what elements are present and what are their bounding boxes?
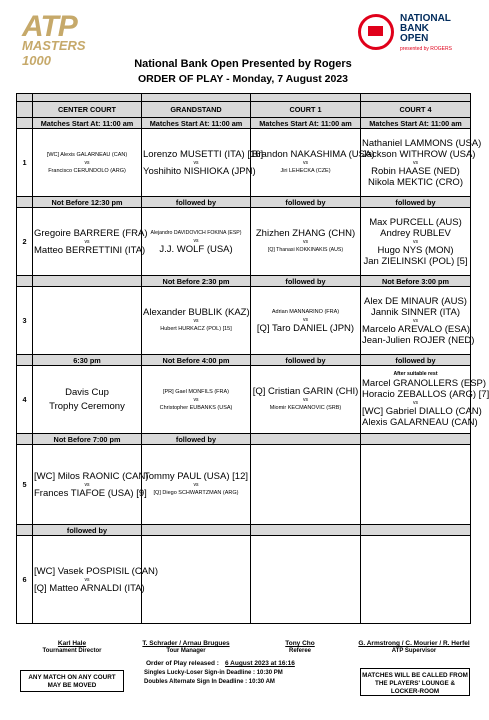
match-cell	[142, 287, 251, 355]
player-a: Zhizhen ZHANG (CHN)	[255, 228, 356, 239]
court-header: GRANDSTAND	[142, 102, 251, 118]
versus-label: vs	[84, 576, 90, 583]
start-time: followed by	[33, 525, 142, 536]
match-cell	[33, 536, 159, 624]
player-b-partner: Jan ZIELINSKI (POL) [5]	[363, 255, 468, 267]
player-a: Marcel GRANOLLERS (ESP)	[362, 378, 487, 389]
time-cell-blank	[17, 118, 33, 129]
player-b: Miomir KECMANOVIC (SRB)	[269, 405, 342, 411]
match-cell	[361, 287, 475, 355]
start-time	[142, 525, 251, 536]
match-row	[17, 129, 471, 197]
player-a: Alejandro DAVIDOVICH FOKINA (ESP)	[150, 230, 242, 236]
match-cell	[251, 445, 361, 525]
row-number: 3	[17, 287, 33, 355]
nbo-presented-by: presented by ROGERS	[400, 46, 452, 52]
match-cell	[361, 536, 471, 624]
match-cell	[142, 129, 264, 197]
court-header: COURT 1	[251, 102, 361, 118]
versus-label: vs	[193, 159, 199, 166]
player-a-partner: Horacio ZEBALLOS (ARG) [7]	[362, 389, 489, 400]
match-cell	[251, 129, 375, 197]
player-b: [Q] Matteo ARNALDI (ITA)	[34, 582, 145, 594]
player-a-partner: Andrey RUBLEV	[380, 227, 451, 239]
order-of-play-table	[16, 93, 489, 624]
player-b-partner: Nikola MEKTIC (CRO)	[367, 176, 463, 188]
signature-tournament-director: Karl Hale Tournament Director	[42, 640, 102, 654]
player-b: Yoshihito NISHIOKA (JPN)	[143, 165, 256, 177]
match-cell	[33, 445, 149, 525]
start-time	[33, 276, 142, 287]
versus-label: vs	[193, 318, 199, 324]
time-row	[17, 434, 471, 445]
player-b: Hugo NYS (MON)	[377, 244, 454, 256]
court-header: COURT 4	[361, 102, 471, 118]
ceremony-text: Davis Cup	[65, 386, 109, 398]
signature-atp-supervisor: G. Armstrong / C. Mourier / R. Herfel ATP Supervisor	[358, 640, 470, 654]
row-number: 5	[17, 445, 33, 525]
match-cell	[361, 129, 482, 197]
player-b: Francisco CERUNDOLO (ARG)	[48, 167, 126, 174]
match-cell	[142, 208, 251, 276]
time-cell-blank	[17, 197, 33, 208]
header-strip-cell	[142, 94, 251, 102]
signature-referee: Tony Cho Referee	[285, 640, 315, 654]
row-number: 6	[17, 536, 33, 624]
time-row	[17, 197, 471, 208]
match-cell	[142, 536, 251, 624]
match-cell	[33, 366, 142, 434]
player-b: Marcelo AREVALO (ESA)	[362, 323, 471, 335]
start-time	[251, 525, 361, 536]
start-time: followed by	[361, 355, 471, 366]
versus-label: vs	[193, 238, 199, 244]
time-row	[17, 118, 471, 129]
masters-1000-text: MASTERS 1000	[22, 38, 86, 68]
versus-label: vs	[193, 482, 199, 488]
start-time: Matches Start At: 11:00 am	[33, 118, 142, 129]
match-cell	[251, 208, 361, 276]
time-row	[17, 525, 471, 536]
match-row	[17, 536, 471, 624]
row-number: 1	[17, 129, 33, 197]
start-time: followed by	[251, 276, 361, 287]
row-number: 2	[17, 208, 33, 276]
player-b: Matteo BERRETTINI (ITA)	[34, 244, 146, 256]
time-cell-blank	[17, 276, 33, 287]
versus-label: vs	[413, 238, 418, 245]
page-title: National Bank Open Presented by Rogers	[134, 58, 352, 70]
match-cell	[361, 445, 471, 525]
player-a-partner: Jackson WITHROW (USA)	[362, 148, 476, 160]
match-row	[17, 208, 471, 276]
player-a: Gregoire BARRERE (FRA)	[34, 227, 148, 239]
start-time	[361, 434, 471, 445]
header-strip-cell	[17, 94, 33, 102]
match-cell	[142, 445, 251, 525]
start-time: Not Before 7:00 pm	[33, 434, 142, 445]
order-released: Order of Play released : 6 August 2023 at 16:16	[146, 660, 295, 667]
player-a: Max PURCELL (AUS)	[369, 216, 462, 228]
player-a: Nathaniel LAMMONS (USA)	[362, 137, 482, 149]
player-a: [PR] Gael MONFILS (FRA)	[162, 388, 229, 395]
match-cell	[251, 536, 361, 624]
match-cell	[251, 287, 361, 355]
time-row	[17, 355, 471, 366]
player-b: Christopher EUBANKS (USA)	[159, 404, 233, 411]
versus-label: vs	[413, 159, 418, 166]
start-time: followed by	[361, 197, 471, 208]
time-cell-blank	[17, 434, 33, 445]
start-time: Matches Start At: 11:00 am	[251, 118, 361, 129]
versus-label: vs	[303, 239, 308, 245]
player-a: Adrian MANNARINO (FRA)	[271, 309, 340, 315]
player-b: Jiri LEHECKA (CZE)	[280, 168, 331, 174]
player-b-partner: Alexis GALARNEAU (CAN)	[362, 417, 478, 428]
match-cell	[251, 366, 361, 434]
header-strip-cell	[361, 94, 471, 102]
player-b: Frances TIAFOE (USA) [9]	[34, 487, 147, 499]
versus-label: vs	[413, 317, 418, 324]
atp-logo-text: ATP	[22, 10, 77, 43]
player-a: Lorenzo MUSETTI (ITA) [16]	[143, 148, 264, 160]
player-a: Alex DE MINAUR (AUS)	[364, 295, 467, 307]
player-a: [WC] Alexis GALARNEAU (CAN)	[46, 151, 128, 158]
start-time: Matches Start At: 11:00 am	[142, 118, 251, 129]
start-time: followed by	[142, 197, 251, 208]
player-b-partner: Jean-Julien ROJER (NED)	[362, 334, 475, 346]
header-strip	[17, 94, 471, 102]
row-number: 4	[17, 366, 33, 434]
start-time: followed by	[142, 434, 251, 445]
player-a: Tommy PAUL (USA) [12]	[144, 471, 248, 482]
ceremony-text: Trophy Ceremony	[49, 400, 125, 412]
signature-tour-manager: T. Schrader / Arnau Brugues Tour Manager	[142, 640, 230, 654]
match-cell	[142, 366, 251, 434]
national-bank-open-logo	[358, 12, 468, 58]
start-time: 6:30 pm	[33, 355, 142, 366]
atp-masters-logo	[22, 10, 108, 68]
versus-label: vs	[303, 160, 308, 166]
notice-match-moved: ANY MATCH ON ANY COURT MAY BE MOVED	[20, 670, 124, 692]
court-header-row	[17, 102, 471, 118]
player-b: [WC] Gabriel DIALLO (CAN)	[362, 406, 482, 417]
page-subtitle: ORDER OF PLAY - Monday, 7 August 2023	[137, 73, 349, 85]
nbo-flag-icon	[368, 26, 383, 36]
versus-label: vs	[84, 238, 90, 245]
start-time	[251, 434, 361, 445]
player-a-partner: Jannik SINNER (ITA)	[370, 306, 461, 318]
match-row	[17, 287, 471, 355]
start-time: followed by	[251, 197, 361, 208]
time-row	[17, 276, 471, 287]
player-a: [WC] Milos RAONIC (CAN)	[34, 470, 149, 482]
start-time	[361, 525, 471, 536]
match-row	[17, 445, 471, 525]
notice-matches-called: MATCHES WILL BE CALLED FROM THE PLAYERS' LOUNGE & LOCKER-ROOM	[360, 668, 470, 696]
doubles-alternate-deadline: Doubles Alternate Sign In Deadline : 10:30 AM	[144, 679, 275, 685]
versus-label: vs	[303, 397, 308, 403]
time-cell-blank	[17, 525, 33, 536]
start-time: followed by	[251, 355, 361, 366]
player-b: J.J. WOLF (USA)	[159, 244, 233, 255]
start-time: Not Before 4:00 pm	[142, 355, 251, 366]
match-cell	[33, 129, 142, 197]
versus-label: vs	[303, 317, 308, 323]
player-b: Robin HAASE (NED)	[371, 165, 460, 177]
header-strip-cell	[33, 94, 142, 102]
player-b: [Q] Thanasi KOKKINAKIS (AUS)	[267, 247, 344, 253]
lucky-loser-deadline: Singles Lucky-Loser Sign-in Deadline : 10:30 PM	[144, 670, 283, 676]
versus-label: vs	[193, 396, 199, 403]
court-header: CENTER COURT	[33, 102, 142, 118]
player-a: [WC] Vasek POSPISIL (CAN)	[34, 565, 159, 577]
match-cell	[33, 287, 142, 355]
player-b: [Q] Diego SCHWARTZMAN (ARG)	[153, 490, 239, 496]
match-cell	[361, 366, 489, 434]
versus-label: vs	[84, 159, 90, 166]
start-time: Not Before 3:00 pm	[361, 276, 471, 287]
nbo-logo-text: NATIONAL BANK OPEN	[400, 13, 451, 44]
match-cell	[361, 208, 471, 276]
start-time: Matches Start At: 11:00 am	[361, 118, 471, 129]
player-b: Hubert HURKACZ (POL) [15]	[160, 326, 232, 332]
start-time: Not Before 2:30 pm	[142, 276, 251, 287]
start-time: Not Before 12:30 pm	[33, 197, 142, 208]
player-b: [Q] Taro DANIEL (JPN)	[256, 323, 355, 334]
player-a: Alexander BUBLIK (KAZ)	[143, 307, 250, 318]
player-a: [Q] Cristian GARIN (CHI)	[252, 386, 359, 397]
match-cell	[33, 208, 148, 276]
match-note: After suitable rest	[393, 371, 438, 377]
court-header-blank	[17, 102, 33, 118]
header-strip-cell	[251, 94, 361, 102]
player-a: Brandon NAKASHIMA (USA)	[252, 149, 375, 160]
time-cell-blank	[17, 355, 33, 366]
versus-label: vs	[413, 400, 418, 406]
versus-label: vs	[84, 481, 90, 488]
match-row	[17, 366, 471, 434]
